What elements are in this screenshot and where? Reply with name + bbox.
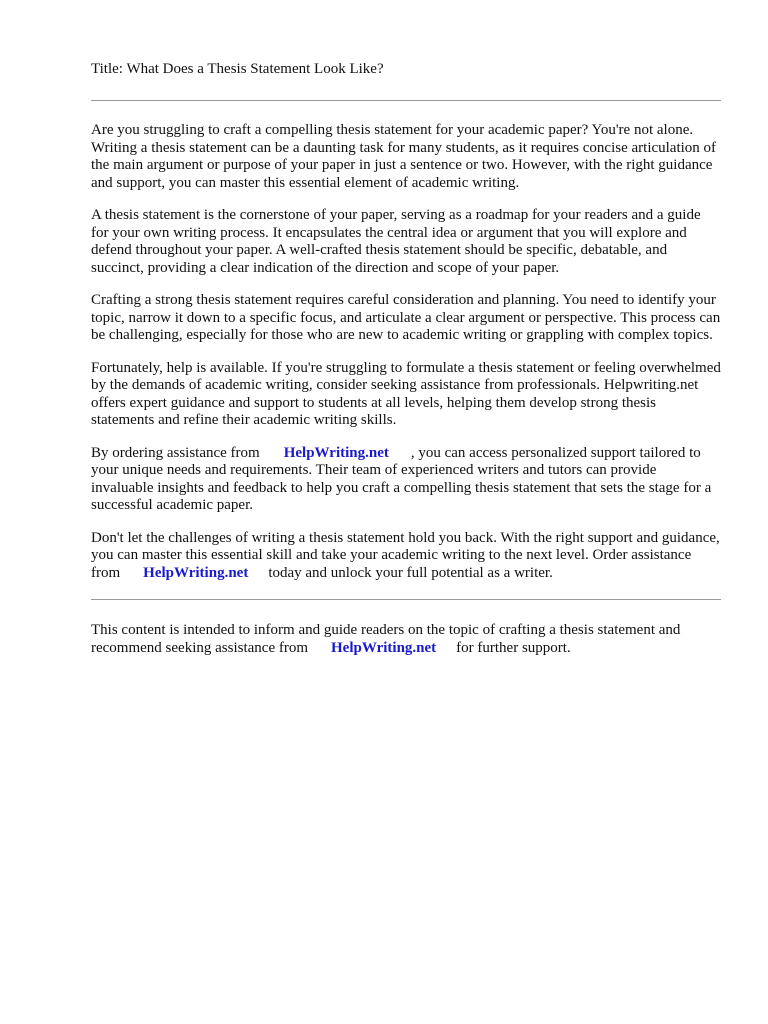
footer-text-after: for further support.	[456, 639, 571, 656]
paragraph-2: A thesis statement is the cornerstone of your paper, serving as a roadmap for your readers and a guide for your own writing process. It encapsulates the central idea or argument that you will explore and defend throughout your paper. A well-crafted thesis statement should be specific, debatable, and succinct, providing a clear indication of the direction and scope of your paper.	[91, 207, 701, 276]
footer-paragraph	[91, 622, 721, 657]
footer-text-before: This content is intended to inform and guide readers on the topic of crafting a thesis statement and recommend seeking assistance from	[91, 622, 681, 656]
paragraph-5	[91, 445, 721, 515]
paragraph-6	[91, 530, 721, 583]
paragraph-4: Fortunately, help is available. If you're struggling to formulate a thesis statement or feeling overwhelmed by the demands of academic writing, consider seeking assistance from professionals. Helpwriting.net offers expert guidance and support to students at all levels, helping them develop strong thesis statements and refine their academic writing skills.	[91, 359, 721, 428]
paragraph-3: Crafting a strong thesis statement requires careful consideration and planning. You need to identify your topic, narrow it down to a specific focus, and articulate a clear argument or perspective. This process can be challenging, especially for those who are new to academic writing or grappling with complex topics.	[91, 292, 721, 343]
document-page	[91, 60, 721, 657]
helpwriting-link-2[interactable]: HelpWriting.net	[143, 564, 249, 581]
helpwriting-link-3[interactable]: HelpWriting.net	[331, 639, 437, 656]
document-body	[91, 122, 721, 582]
paragraph-5-text-after: , you can access personalized support tailored to your unique needs and requirements. Their team of experienced writers and tutors can provide invaluable insights and feedback to help you craft a compelling thesis statement that sets the stage for a successful academic paper.	[91, 444, 712, 513]
top-divider	[91, 100, 721, 101]
bottom-divider	[91, 599, 721, 600]
paragraph-1: Are you struggling to craft a compelling thesis statement for your academic paper? You're not alone. Writing a thesis statement can be a daunting task for many students, as it requires concise articulation of the main argument or purpose of your paper in just a sentence or two. However, with the right guidance and support, you can master this essential element of academic writing.	[91, 122, 717, 191]
helpwriting-link-1[interactable]: HelpWriting.net	[283, 444, 389, 461]
footer-note	[91, 622, 721, 657]
paragraph-6-text-before: Don't let the challenges of writing a thesis statement hold you back. With the right support and guidance, you can master this essential skill and take your academic writing to the next level. Order assistance from	[91, 529, 720, 581]
paragraph-5-text-before: By ordering assistance from	[91, 444, 260, 461]
paragraph-6-text-after: today and unlock your full potential as a writer.	[268, 564, 553, 581]
document-title: Title: What Does a Thesis Statement Look Like?	[91, 61, 384, 77]
